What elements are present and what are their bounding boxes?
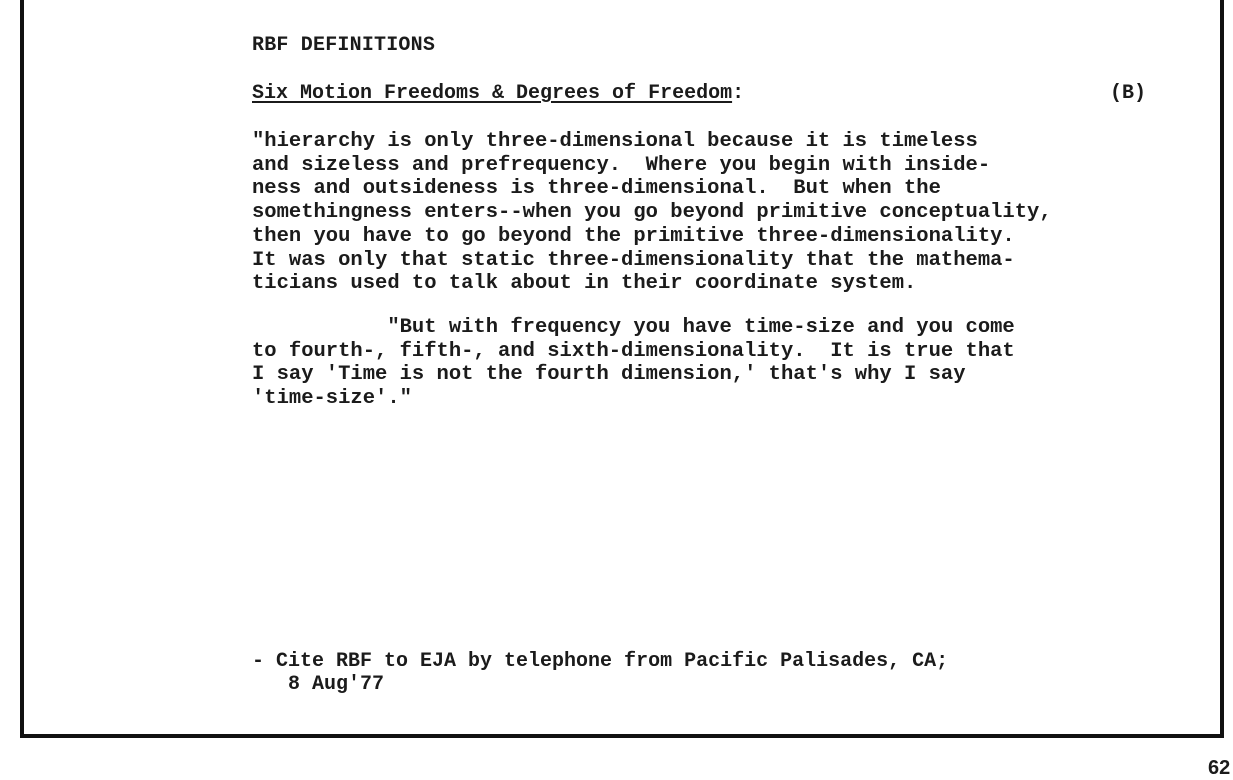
page-number: 62 xyxy=(1208,757,1231,779)
quote-paragraph-2: "But with frequency you have time-size and you come to fourth-, fifth-, and sixth-dimensionality. It is true that I say 'Time is not the fourth dimension,' that's why I say 'time-size'." xyxy=(252,316,1015,411)
quote-paragraph-1: "hierarchy is only three-dimensional because it is timeless and sizeless and prefrequency. Where you begin with inside- ness and outsideness is three-dimensional. But when the somethingness enters--when you go beyond primitive conceptuality, then you have to go beyond the primitive three-dimensionality. It was only that static three-dimensionality that the mathema- ticians used to talk about in their coordinate system. xyxy=(252,130,1052,296)
card-subject xyxy=(252,82,744,105)
citation: - Cite RBF to EJA by telephone from Pacific Palisades, CA; 8 Aug'77 xyxy=(252,650,949,696)
subject-colon: : xyxy=(732,82,745,105)
card-heading: RBF DEFINITIONS xyxy=(252,34,436,57)
category-label: (B) xyxy=(1110,82,1147,105)
subject-title: Six Motion Freedoms & Degrees of Freedom xyxy=(252,82,733,105)
